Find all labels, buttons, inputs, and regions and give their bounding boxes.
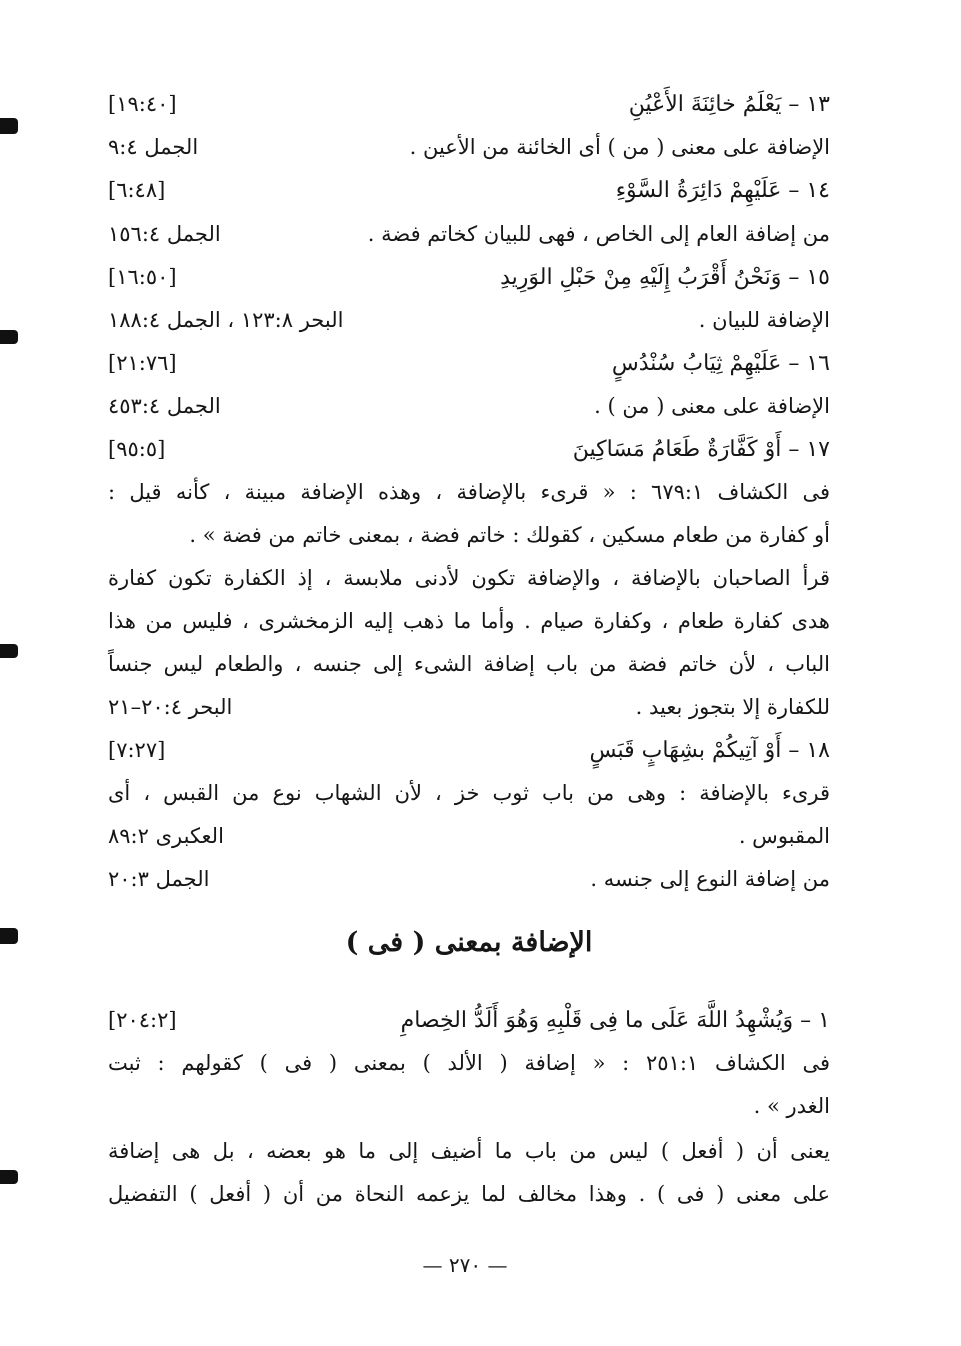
source-reference: البحر ١٢٣:٨ ، الجمل ١٨٨:٤ — [108, 308, 344, 332]
verse-reference: [١٩:٤٠] — [108, 92, 177, 116]
verse-text: ١٣ – يَعْلَمُ خائِنَةَ الأَعْيُنِ — [628, 91, 830, 117]
commentary-text: المقبوس . — [738, 824, 830, 848]
source-reference: الجمل ٩:٤ — [108, 135, 199, 159]
source-reference: العكبرى ٨٩:٢ — [108, 824, 224, 848]
verse-reference: [٢٠٤:٢] — [108, 1008, 177, 1032]
verse-line-18 — [108, 730, 830, 770]
commentary-text: للكفارة إلا بتجوز بعيد . — [635, 695, 830, 719]
verse-text: ١٥ – وَنَحْنُ أَقْرَبُ إِلَيْهِ مِنْ حَبْلِ الوَرِيدِ — [500, 264, 830, 290]
final-paragraph-line: يعنى أن ( أفعل ) ليس من باب ما أضيف إلى ما هو بعضه ، بل هى إضافة — [108, 1139, 830, 1163]
verse-line-17 — [108, 429, 830, 469]
commentary-line — [108, 816, 830, 856]
verse-reference: [٧:٢٧] — [108, 738, 166, 762]
bahr-paragraph-line: قرأ الصاحبان بالإضافة ، والإضافة تكون لأدنى ملابسة ، إذ الكفارة تكون كفارة — [108, 566, 830, 590]
verse-line-13 — [108, 84, 830, 124]
source-reference: البحر ٢٠:٤–٢١ — [108, 695, 233, 719]
commentary-line — [108, 214, 830, 254]
edge-tab-mark — [0, 1170, 18, 1184]
bahr-paragraph-line: هدى كفارة طعام ، وكفارة صيام . وأما ما ذهب إليه الزمخشرى ، فليس من هذا — [108, 609, 830, 633]
commentary-line — [108, 386, 830, 426]
bahr-paragraph-line: الباب ، لأن خاتم فضة من باب إضافة الشىء إلى جنسه ، والطعام ليس جنساً — [108, 652, 830, 676]
verse-line-15 — [108, 257, 830, 297]
edge-tab-mark — [0, 644, 18, 658]
commentary-paragraph-line: قرىء بالإضافة : وهى من باب ثوب خز ، لأن الشهاب نوع من القبس ، أى — [108, 781, 830, 805]
verse-reference: [٩٥:٥] — [108, 437, 166, 461]
section-heading: الإضافة بمعنى ( فى ) — [345, 927, 593, 958]
kashshaf-quote-line: فى الكشاف ٢٥١:١ : « إضافة ( الألد ) بمعنى ( فى ) كقولهم : ثبت — [108, 1051, 831, 1075]
verse-reference: [٦:٤٨] — [108, 178, 166, 202]
verse-text: ١٨ – أَوْ آتِيكُمْ بشِهَابٍ قَبَسٍ — [589, 737, 830, 763]
source-reference: الجمل ٢٠:٣ — [108, 867, 210, 891]
kashshaf-quote-line: فى الكشاف ٦٧٩:١ : « قرىء بالإضافة ، وهذه الإضافة مبينة ، كأنه قيل : — [108, 480, 831, 504]
verse-reference: [١٦:٥٠] — [108, 265, 177, 289]
verse-text: ١ – وَيُشْهِدُ اللَّهَ عَلَى ما فِى قَلْبِهِ وَهُوَ أَلَدُّ الخِصامِ — [400, 1007, 830, 1033]
commentary-text: الإضافة على معنى ( من ) . — [594, 394, 830, 418]
commentary-line — [108, 859, 830, 899]
page-number: — ٢٧٠ — — [422, 1253, 508, 1277]
kashshaf-quote-line: الغدر » . — [753, 1094, 830, 1118]
commentary-line — [108, 687, 830, 727]
commentary-text: من إضافة العام إلى الخاص ، فهى للبيان كخاتم فضة . — [367, 222, 830, 246]
commentary-text: من إضافة النوع إلى جنسه . — [590, 867, 830, 891]
source-reference: الجمل ١٥٦:٤ — [108, 222, 221, 246]
verse-text: ١٧ – أَوْ كَفَّارَةٌ طَعَامُ مَسَاكِينَ — [572, 436, 830, 462]
commentary-line — [108, 127, 830, 167]
verse-line-16 — [108, 343, 830, 383]
verse-line-1 — [108, 1000, 830, 1040]
verse-text: ١٦ – عَلَيْهِمْ ثِيَابُ سُنْدُسٍ — [611, 350, 830, 376]
source-reference: الجمل ٤٥٣:٤ — [108, 394, 221, 418]
kashshaf-quote-line: أو كفارة من طعام مسكين ، كقولك : خاتم فضة ، بمعنى خاتم من فضة » . — [189, 523, 830, 547]
final-paragraph-line: على معنى ( فى ) . وهذا مخالف لما يزعمه النحاة من أن ( أفعل ) التفضيل — [108, 1182, 830, 1206]
edge-tab-mark — [0, 330, 18, 344]
edge-tab-mark — [0, 928, 18, 944]
edge-tab-mark — [0, 118, 18, 134]
verse-line-14 — [108, 170, 830, 210]
verse-text: ١٤ – عَلَيْهِمْ دَائِرَةُ السَّوْءِ — [615, 177, 830, 203]
verse-reference: [٢١:٧٦] — [108, 351, 177, 375]
commentary-line — [108, 300, 830, 340]
commentary-text: الإضافة على معنى ( من ) أى الخائنة من الأعين . — [409, 135, 830, 159]
commentary-text: الإضافة للبيان . — [698, 308, 830, 332]
